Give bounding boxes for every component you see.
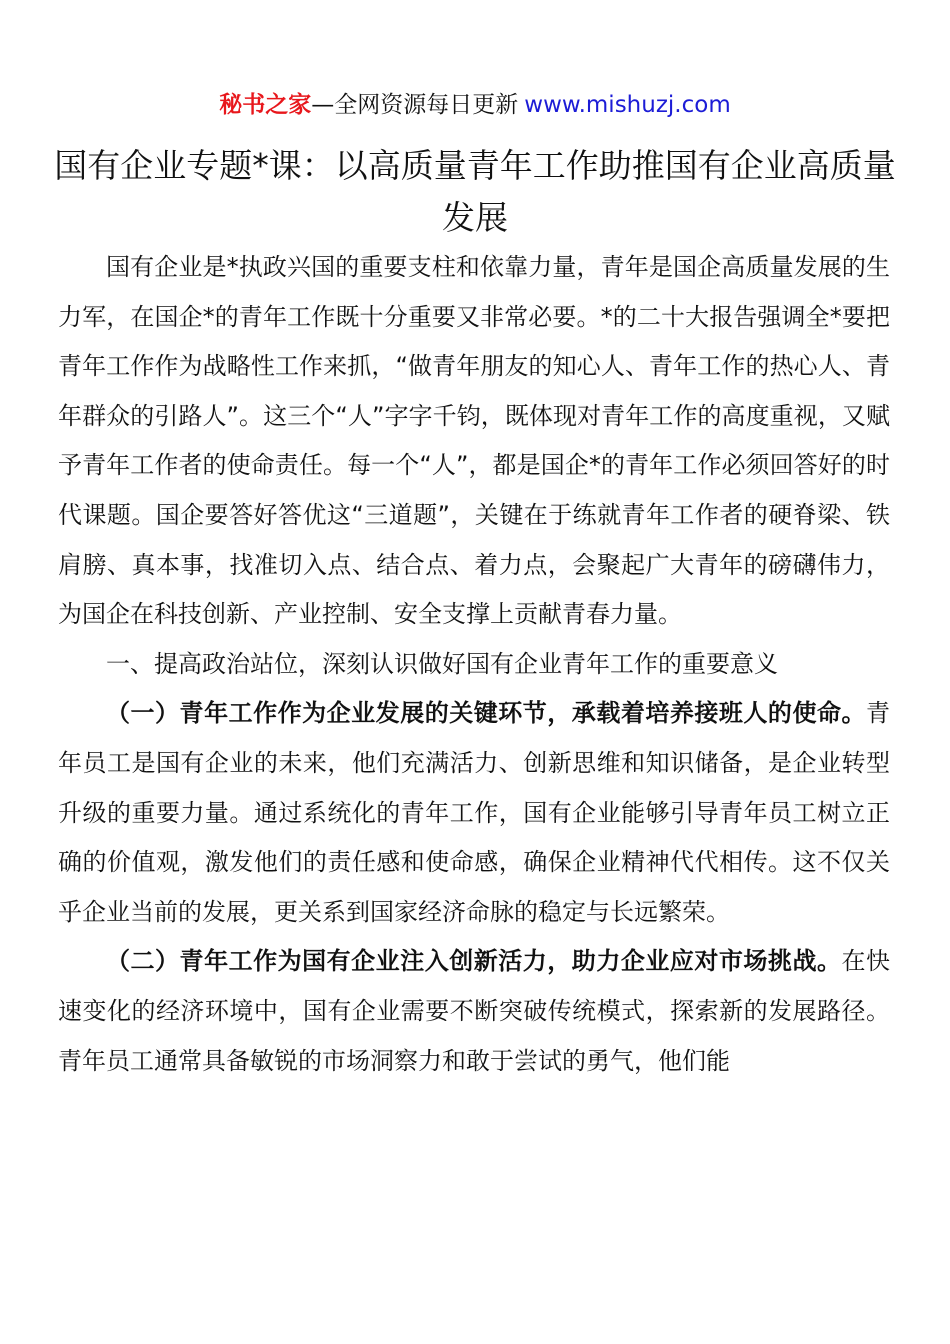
document-title: 国有企业专题*课：以高质量青年工作助推国有企业高质量发展	[54, 146, 896, 237]
section-heading: 一、提高政治站位，深刻认识做好国有企业青年工作的重要意义	[106, 649, 778, 678]
site-url-link[interactable]: www.mishuzj.com	[524, 92, 731, 118]
document-body	[58, 243, 890, 1086]
brand-name: 秘书之家	[219, 92, 312, 118]
subsection-2-text: 在快速变化的经济环境中，国有企业需要不断突破传统模式，探索新的发展路径。青年员工通常具备敏锐的市场洞察力和敢于尝试的勇气，他们能	[58, 947, 891, 1075]
header-tagline: —全网资源每日更新	[311, 92, 519, 118]
subsection-2-paragraph	[58, 937, 890, 1086]
subsection-2-heading: （二）青年工作为国有企业注入创新活力，助力企业应对市场挑战。	[106, 947, 842, 976]
subsection-1-text: 青年员工是国有企业的未来，他们充满活力、创新思维和知识储备，是企业转型升级的重要力量。通过系统化的青年工作，国有企业能够引导青年员工树立正确的价值观，激发他们的责任感和使命感，确保企业精神代代相传。这不仅关乎企业当前的发展，更关系到国家经济命脉的稳定与长远繁荣。	[58, 699, 890, 926]
subsection-1-paragraph	[58, 689, 890, 937]
intro-paragraph: 国有企业是*执政兴国的重要支柱和依靠力量，青年是国企高质量发展的生力军，在国企*的青年工作既十分重要又非常必要。*的二十大报告强调全*要把青年工作作为战略性工作来抓，“做青年朋友的知心人、青年工作的热心人、青年群众的引路人”。这三个“人”字字千钧，既体现对青年工作的高度重视，又赋予青年工作者的使命责任。每一个“人”，都是国企*的青年工作必须回答好的时代课题。国企要答好答优这“三道题”，关键在于练就青年工作者的硬脊梁、铁肩膀、真本事，找准切入点、结合点、着力点，会聚起广大青年的磅礴伟力，为国企在科技创新、产业控制、安全支撑上贡献青春力量。	[58, 253, 890, 629]
subsection-1-heading: （一）青年工作作为企业发展的关键环节，承载着培养接班人的使命。	[106, 699, 866, 728]
site-header	[0, 88, 950, 122]
